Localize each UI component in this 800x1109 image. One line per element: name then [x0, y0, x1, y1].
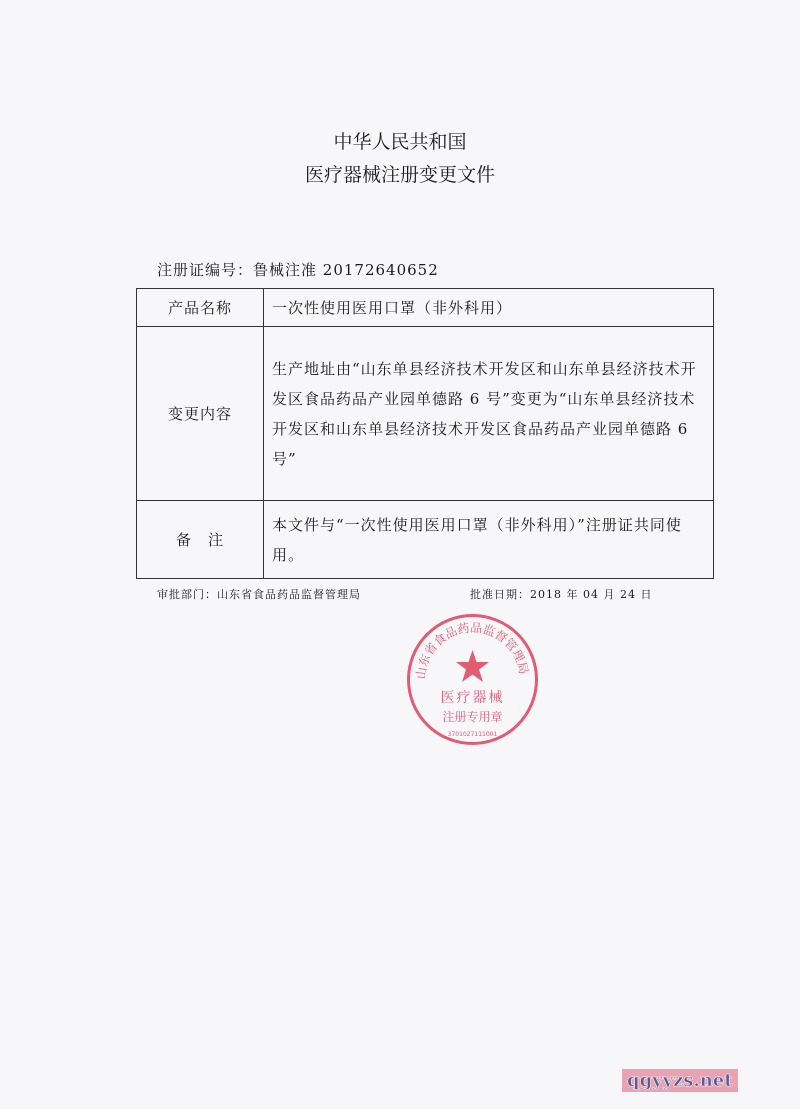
row-label: 变更内容: [137, 327, 264, 501]
row-label: 备 注: [137, 501, 264, 579]
approval-date: 批准日期：2018 年 04 月 24 日: [470, 588, 653, 601]
approval-department: 审批部门：山东省食品药品监督管理局: [157, 588, 361, 601]
official-seal: [405, 612, 540, 747]
change-table: [136, 288, 714, 579]
star-icon: [456, 650, 489, 682]
svg-text:注册专用章: 注册专用章: [442, 710, 503, 724]
document-title-line1: 中华人民共和国: [333, 131, 467, 153]
registration-number: 注册证编号：鲁械注准 20172640652: [157, 261, 439, 279]
svg-text:医疗器械: 医疗器械: [440, 690, 505, 706]
watermark: qgyyzs.net: [622, 1069, 738, 1092]
svg-text:3701027111001: 3701027111001: [447, 731, 498, 738]
table-row: [137, 327, 714, 501]
row-value: 生产地址由“山东单县经济技术开发区和山东单县经济技术开发区食品药品产业园单德路 6 号”变更为“山东单县经济技术开发区和山东单县经济技术开发区食品药品产业园单德路 6 号”: [264, 327, 714, 501]
table-row: [137, 289, 714, 327]
table-row: [137, 501, 714, 579]
row-value: 本文件与“一次性使用医用口罩（非外科用）”注册证共同使用。: [264, 501, 714, 579]
document-title-line2: 医疗器械注册变更文件: [304, 164, 495, 186]
svg-text:山东省食品药品监督管理局: 山东省食品药品监督管理局: [413, 620, 531, 680]
row-value: 一次性使用医用口罩（非外科用）: [264, 289, 714, 327]
row-label: 产品名称: [137, 289, 264, 327]
